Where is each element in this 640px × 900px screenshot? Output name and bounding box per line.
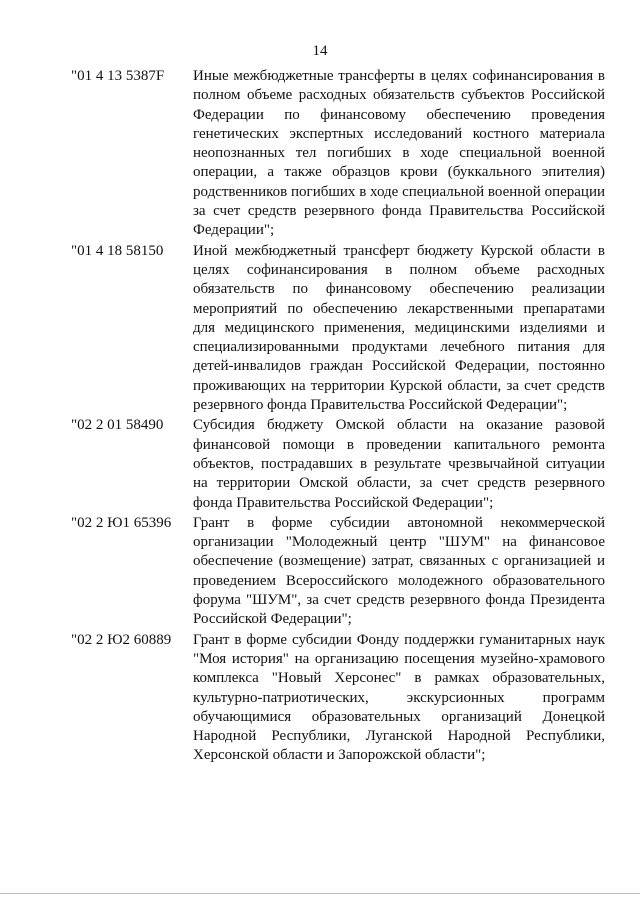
budget-description: Грант в форме субсидии Фонду поддержки гуманитарных наук "Моя история" на организацию посещения музейно-храмового комплекса "Новый Херсонес" в рамках образовательных, культурно-патриотических, экскурсионных программ обучающимися образовательных организаций Донецкой Народной Республики, Луганской Народной Республики, Херсонской области и Запорожской области"; [193,631,605,764]
budget-description: Субсидия бюджету Омской области на оказание разовой финансовой помощи в проведении капитального ремонта объектов, пострадавших в результате чрезвычайной ситуации на территории Омской области, за счет средств резервного фонда Правительства Российской Федерации"; [193,417,605,511]
scan-edge-line [0,893,640,894]
budget-code: "02 2 Ю1 65396 [71,514,172,531]
budget-description: Иные межбюджетные трансферты в целях софинансирования в полном объеме расходных обязательств субъектов Российской Федерации по финансовому обеспечению проведения генетических экспертных исследований костного материала неопознанных тел погибших в ходе специальной военной операции, а также образцов крови (буккального эпителия) родственников погибших в ходе специальной военной операции за счет средств резервного фонда Правительства Российской Федерации"; [193,68,605,239]
budget-entry [0,242,640,416]
budget-code: "02 2 01 58490 [71,417,164,434]
budget-code: "01 4 18 58150 [71,242,164,259]
budget-code: "01 4 13 5387F [71,68,165,84]
budget-description: Иной межбюджетный трансферт бюджету Курской области в целях софинансирования в полном объеме расходных обязательств по финансовому обеспечению реализации мероприятий по обеспечению лекарственными препаратами для медицинского применения, медицинскими изделиями и специализированными продуктами лечебного питания для детей-инвалидов граждан Российской Федерации, постоянно проживающих на территории Курской области, за счет средств резервного фонда Правительства Российской Федерации"; [193,242,605,414]
budget-description: Грант в форме субсидии автономной некоммерческой организации "Молодежный центр "ШУМ" на финансовое обеспечение (возмещение) затрат, связанных с организацией и проведением Всероссийского молодежного образовательного форума "ШУМ", за счет средств резервного фонда Президента Российской Федерации"; [193,514,605,628]
budget-code: "02 2 Ю2 60889 [71,631,172,648]
budget-entry [0,416,640,512]
budget-entry [0,67,640,241]
budget-entry [0,514,640,630]
page-number: 14 [312,43,328,59]
budget-entry [0,631,640,766]
budget-code-list [0,67,640,767]
